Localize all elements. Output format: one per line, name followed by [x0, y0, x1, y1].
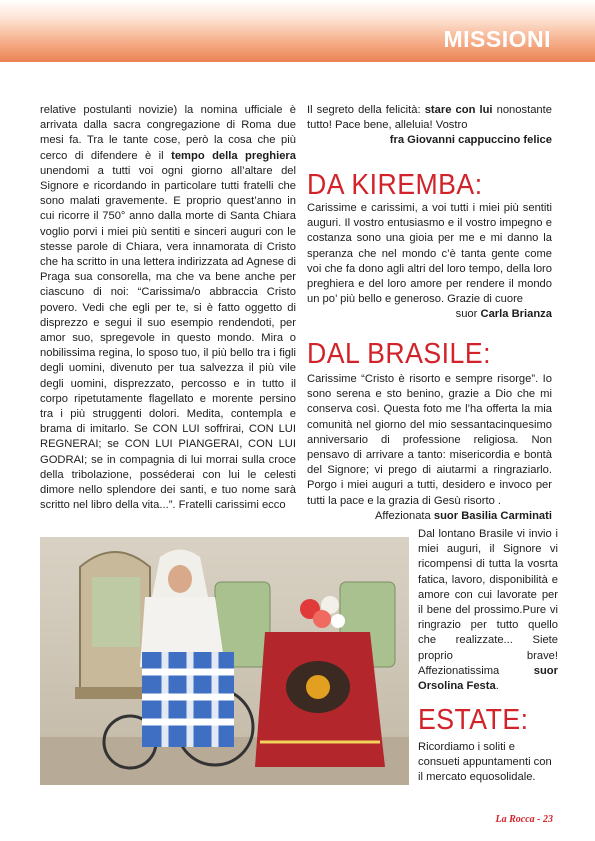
letter-continuation	[40, 103, 296, 513]
page-header-band	[0, 0, 595, 62]
heading-kiremba: DA KIREMBA:	[307, 169, 483, 201]
photo-illustration	[40, 537, 409, 785]
letter-closing	[307, 103, 552, 133]
estate-body: Ricordiamo i soliti e consueti appuntamenti con il mercato equosolidale.	[418, 741, 552, 784]
text-run: Il segreto della felicità:	[307, 104, 425, 116]
page-number: - 23	[534, 814, 553, 825]
signature-name: suor Basilia Carminati	[433, 509, 552, 522]
text-run: nonostante tutto! Pace bene, alleluia! Vostro	[307, 104, 552, 132]
text-run: .	[495, 680, 499, 693]
kiremba-body: Carissime e carissimi, a voi tutti i miei più sentiti auguri. Il vostro entusiasmo e il vostro impegno e costanza sono una gioia per me e mi danno la speranza che nel mondo c’è tanta gente come voi che fa dono agli altri del loro tempo, della loro preghiera e del loro amore per rendere il mondo un po’ più bello e generoso. Grazie di cuore	[307, 202, 552, 306]
text-run: Affezionata	[374, 509, 434, 522]
text-run: Dal lontano Brasile vi invio i miei auguri, il Signore vi ricompensi di tutta la vosrta fatica, lavoro, disponibilità e amore con cui lavorate per il bene del prossimo.Pure vi ringrazio per tutto quello che realizzate... Siete proprio brave! Affezionatissima	[418, 528, 558, 677]
photo-nun-in-wheelchair	[40, 537, 409, 785]
text-run: suor	[455, 308, 481, 321]
signature-name: suor Orsolina Festa	[418, 664, 558, 693]
emphasis-text: tempo della preghiera	[171, 149, 297, 162]
signature: fra Giovanni cappuccino felice	[389, 134, 552, 147]
right-column-top	[307, 103, 552, 149]
left-column	[40, 103, 296, 513]
emphasis-text: stare con lui	[424, 104, 493, 116]
table-red-cloth	[255, 632, 385, 767]
brasile-signature	[307, 509, 552, 524]
heading-brasile: DAL BRASILE:	[307, 338, 491, 370]
heading-estate: ESTATE:	[418, 704, 529, 736]
text-run: relative postulanti novizie) la nomina ufficiale è arrivata dalla sacra congregazione di Roma due mesi fa. Tra le tante cose, però la cosa che più cerco di difendere è il	[40, 104, 296, 162]
signature-name: Carla Brianza	[480, 308, 552, 321]
checkered-blanket	[142, 652, 234, 747]
festa-section	[418, 527, 558, 694]
section-title: MISSIONI	[443, 26, 551, 52]
kiremba-signature	[307, 307, 552, 322]
magazine-name: La Rocca	[495, 814, 535, 825]
estate-section	[418, 740, 558, 786]
page-footer	[496, 814, 554, 825]
brasile-section	[307, 372, 552, 524]
text-run: unendomi a tutti voi ogni giorno all’altare del Signore e ricordando in particolare tutti fratelli che sono malati gravemente. E proprio quest’anno in cui ricorre il 750° anno dalla morte di Santa Chiara voglio porvi i miei più sentiti e sinceri auguri con le stesse parole di Chiara, vera innamorata di Cristo che ha scritto in una lettera indirizzata ad Agnese di Praga sua consorella, ma che va bene anche per ciascuno di noi: “Carissima/o abbraccia Cristo povero. Vedi che egli per te, si è fatto oggetto di disprezzo e segui il suo esempio rendendoti, per amor suo, spregevole in questo mondo. Mira o nobilissima regina, lo sposo tuo, il più bello tra i figli degli uomini, divenuto per tua salvezza il più vile degli uomini, disprezzato, percosso e in tutto il corpo ripetutamente flagellato e morente persino tra i più struggenti dolori. Medita, contempla e brama di imitarlo. Se CON LUI soffrirai, CON LUI REGNERAI; se CON LUI PIANGERAI, CON LUI GODRAI; se in compagnia di lui morrai sulla croce della tribolazione, posséderai con lui le celesti dimore nello splendore dei santi, e tuo nome sarà scritto nel libro della vita...”. Fratelli carissimi ecco	[40, 164, 296, 512]
brasile-body: Carissime “Cristo è risorto e sempre risorge”. Io sono serena e sto benino, grazie a Dio che mi conserva così. Questa foto me l’ha offerta la mia comunità nel giorno del mio sessantacinquesimo anniversario di professione religiosa. Non pensavo di arrivare a tanto: misericordia e bontà del Signore; vi prego di aiutarmi a ringraziarlo. Porgo i miei auguri a tutti, desidero e invoco per tutti la pace e la grazia di Gesù risorto .	[307, 373, 552, 507]
festa-body	[418, 527, 558, 694]
kiremba-section	[307, 201, 552, 323]
